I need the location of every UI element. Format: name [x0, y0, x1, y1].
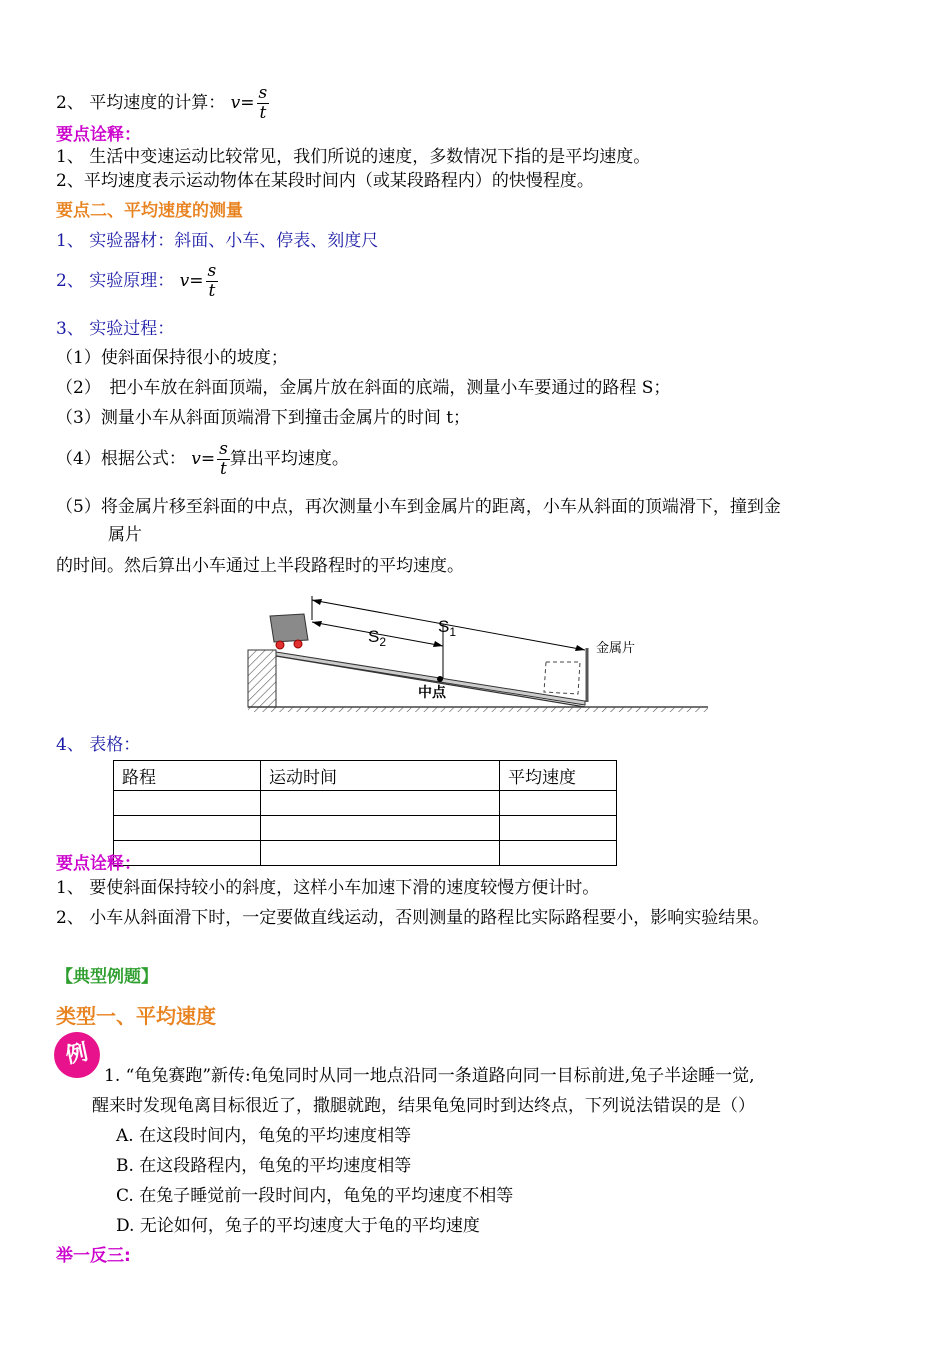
question-line-2: 醒来时发现龟离目标很近了，撒腿就跑，结果龟兔同时到达终点，下列说法错误的是（） [92, 1096, 755, 1116]
data-table [113, 760, 617, 866]
principle-den: t [208, 281, 216, 301]
table-cell [261, 791, 500, 816]
key1-item-1: 1、 生活中变速运动比较常见，我们所说的速度，多数情况下指的是平均速度。 [56, 147, 651, 167]
incline-diagram [240, 590, 715, 720]
formula-fraction [257, 84, 270, 123]
key2-item-1: 1、 要使斜面保持较小的斜度，这样小车加速下滑的速度较慢方便计时。 [56, 878, 600, 898]
support-block [248, 650, 276, 707]
table-cell [114, 791, 261, 816]
ground-hatch [248, 707, 708, 712]
step4-eq: = [200, 449, 216, 469]
table-row [114, 791, 617, 816]
cart-bottom-dashed [544, 662, 580, 694]
formula-v: v [230, 93, 241, 113]
s2-arrow-right [433, 641, 443, 647]
step-5-cont: 属片 [108, 525, 142, 545]
table-cell [261, 841, 500, 866]
s1-label: $S_1$ [438, 617, 457, 639]
option-c: C. 在兔子睡觉前一段时间内，龟兔的平均速度不相等 [116, 1186, 514, 1206]
table-cell [261, 816, 500, 841]
step-5: （5）将金属片移至斜面的中点，再次测量小车到金属片的距离，小车从斜面的顶端滑下，撞到金 [56, 497, 781, 517]
step-4-tail: 算出平均速度。 [229, 449, 349, 469]
table-cell [500, 841, 617, 866]
option-a: A. 在这段时间内，龟兔的平均速度相等 [116, 1126, 412, 1146]
formula-eq: = [240, 93, 255, 113]
option-d: D. 无论如何，兔子的平均速度大于龟的平均速度 [116, 1216, 480, 1236]
principle-v: v [179, 271, 190, 291]
practice-title: 举一反三: [56, 1246, 131, 1266]
avg-calc-label: 2、 平均速度的计算： [56, 93, 226, 113]
mid-label: 中点 [418, 685, 446, 701]
step4-fraction [217, 440, 230, 479]
question-line-1: 1. “龟兔赛跑”新传:龟兔同时从同一地点沿同一条道路向同一目标前进,兔子半途睡一觉, [104, 1066, 755, 1086]
principle-eq: = [189, 271, 204, 291]
table-row [114, 816, 617, 841]
step-4 [56, 440, 349, 479]
section2-title: 要点二、平均速度的测量 [56, 201, 243, 221]
key2-title: 要点诠释： [56, 854, 141, 874]
step4-num: s [219, 439, 228, 459]
avg-calc-line [56, 84, 269, 123]
s2-label: $S_2$ [368, 627, 387, 649]
type1-title: 类型一、平均速度 [56, 1004, 216, 1028]
table-title: 4、 表格： [56, 735, 141, 755]
option-b: B. 在这段路程内，龟兔的平均速度相等 [116, 1156, 412, 1176]
step-1: （1）使斜面保持很小的坡度； [56, 348, 288, 368]
s1-arrow-left [312, 599, 322, 605]
table-cell [114, 816, 261, 841]
key1-title: 要点诠释： [56, 125, 141, 145]
table-header-cell: 运动时间 [261, 761, 500, 791]
s2-arrow-left [312, 621, 322, 627]
table-row [114, 841, 617, 866]
s1-arrow-right [575, 645, 585, 651]
metal-label: 金属片 [596, 641, 636, 656]
formula-num: s [258, 83, 268, 103]
examples-title: 【典型例题】 [56, 967, 158, 987]
formula-den: t [259, 103, 267, 123]
cart-top [270, 614, 308, 649]
step-4-label: （4）根据公式： [56, 449, 186, 469]
mid-dot [437, 676, 443, 682]
key2-item-2: 2、 小车从斜面滑下时，一定要做直线运动，否则测量的路程比实际路程要小，影响实验结果。 [56, 908, 770, 928]
example-badge: 例 [50, 1028, 105, 1083]
step-3: （3）测量小车从斜面顶端滑下到撞击金属片的时间 t； [56, 408, 471, 428]
principle-label: 2、 实验原理： [56, 271, 175, 291]
step-5-tail: 的时间。然后算出小车通过上半段路程时的平均速度。 [56, 556, 464, 576]
step-2: （2） 把小车放在斜面顶端，金属片放在斜面的底端，测量小车要通过的路程 S； [56, 378, 671, 398]
table-header-row [114, 761, 617, 791]
principle-line [56, 262, 218, 301]
table-header-cell: 路程 [114, 761, 261, 791]
table-cell [500, 816, 617, 841]
principle-num: s [207, 261, 217, 281]
equip-line: 1、 实验器材：斜面、小车、停表、刻度尺 [56, 231, 379, 251]
key1-item-2: 2、平均速度表示运动物体在某段时间内（或某段路程内）的快慢程度。 [56, 171, 594, 191]
step4-v: v [191, 449, 201, 469]
table-cell [500, 791, 617, 816]
table-header-cell: 平均速度 [500, 761, 617, 791]
process-title: 3、 实验过程： [56, 319, 175, 339]
principle-fraction [206, 262, 219, 301]
step4-den: t [220, 459, 227, 479]
